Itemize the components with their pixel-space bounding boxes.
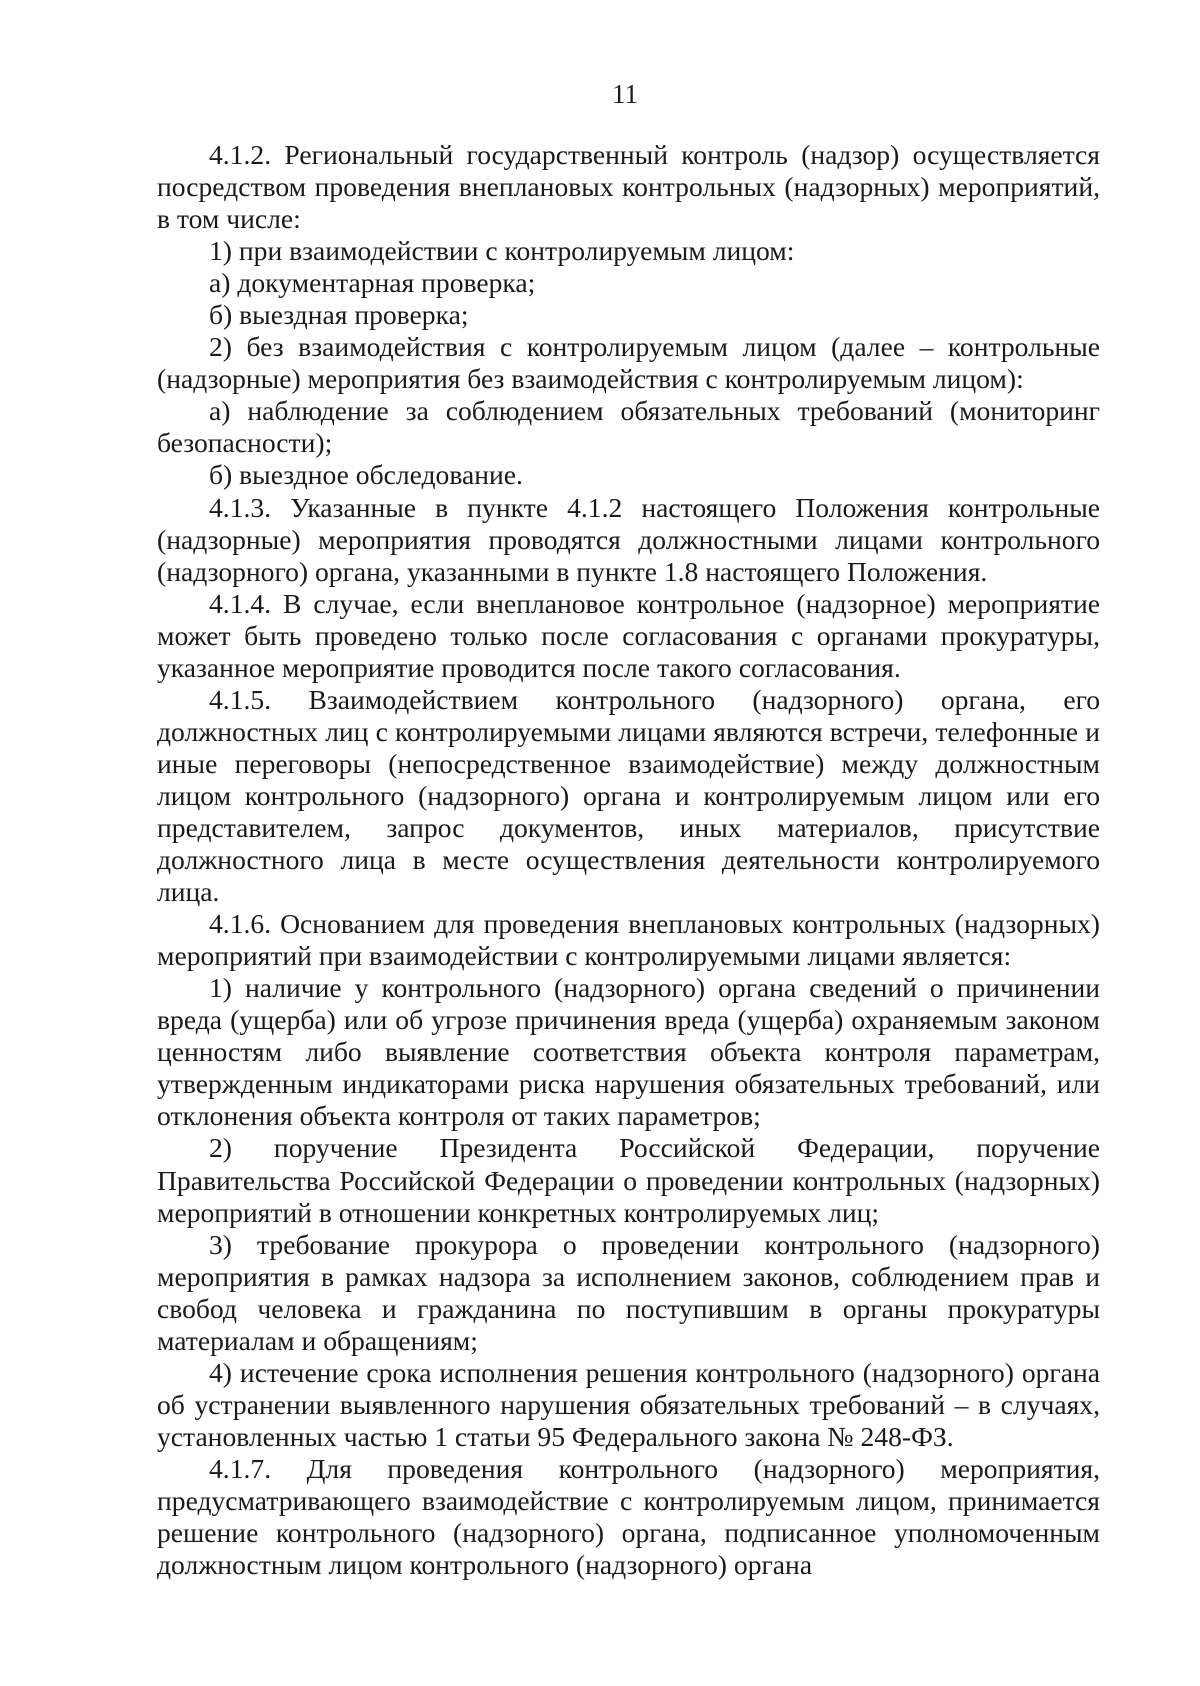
list-item-1-with-interaction: 1) при взаимодействии с контролируемым лицом: [209,235,795,267]
paragraph-4-1-2: 4.1.2. Региональный государственный контроль (надзор) осуществляется посредством проведения внеплановых контрольных (надзорных) мероприятий, в том числе: [157,139,1100,235]
paragraph-4-1-7: 4.1.7. Для проведения контрольного (надзорного) мероприятия, предусматривающего взаимодействие с контролируемым лицом, принимается решение контрольного (надзорного) органа, подписанное уполномоченным должностным лицом контрольного (надзорного) органа [157,1452,1100,1581]
list-item-a-documentary-check: а) документарная проверка; [209,267,536,299]
list-item-4-deadline-expiry: 4) истечение срока исполнения решения контрольного (надзорного) органа об устранении выявленного нарушения обязательных требований – в случаях, установленных частью 1 статьи 95 Федерального закона № 248-ФЗ. [157,1356,1100,1452]
list-item-1-harm-information: 1) наличие у контрольного (надзорного) органа сведений о причинении вреда (ущерба) или об угрозе причинения вреда (ущерба) охраняемым законом ценностям либо выявление соответствия объекта контроля параметрам, утвержденным индикаторами риска нарушения обязательных требований, или отклонения объекта контроля от таких параметров; [157,972,1100,1132]
list-item-3-prosecutor-request: 3) требование прокурора о проведении контрольного (надзорного) мероприятия в рамках надзора за исполнением законов, соблюдением прав и свобод человека и гражданина по поступившим в органы прокуратуры материалам и обращениям; [157,1228,1100,1356]
list-item-2-without-interaction: 2) без взаимодействия с контролируемым лицом (далее – контрольные (надзорные) мероприятия без взаимодействия с контролируемым лицом): [157,331,1100,395]
paragraph-4-1-3: 4.1.3. Указанные в пункте 4.1.2 настоящего Положения контрольные (надзорные) мероприятия проводятся должностными лицами контрольного (надзорного) органа, указанными в пункте 1.8 настоящего Положения. [157,491,1100,587]
document-body [157,139,1100,1581]
page-number: 11 [612,79,638,109]
list-item-2-president-order: 2) поручение Президента Российской Федерации, поручение Правительства Российской Федерации о проведении контрольных (надзорных) мероприятий в отношении конкретных контролируемых лиц; [157,1132,1100,1228]
list-item-a-monitoring: а) наблюдение за соблюдением обязательных требований (мониторинг безопасности); [157,395,1100,459]
paragraph-4-1-4: 4.1.4. В случае, если внеплановое контрольное (надзорное) мероприятие может быть проведено только после согласования с органами прокуратуры, указанное мероприятие проводится после такого согласования. [157,587,1100,683]
paragraph-4-1-6: 4.1.6. Основанием для проведения внеплановых контрольных (надзорных) мероприятий при взаимодействии с контролируемыми лицами является: [157,908,1100,972]
list-item-b-field-inspection: б) выездное обследование. [209,459,523,491]
list-item-b-field-check: б) выездная проверка; [209,299,469,331]
paragraph-4-1-5: 4.1.5. Взаимодействием контрольного (надзорного) органа, его должностных лиц с контролируемыми лицами являются встречи, телефонные и иные переговоры (непосредственное взаимодействие) между должностным лицом контрольного (надзорного) органа и контролируемым лицом или его представителем, запрос документов, иных материалов, присутствие должностного лица в месте осуществления деятельности контролируемого лица. [157,683,1100,908]
